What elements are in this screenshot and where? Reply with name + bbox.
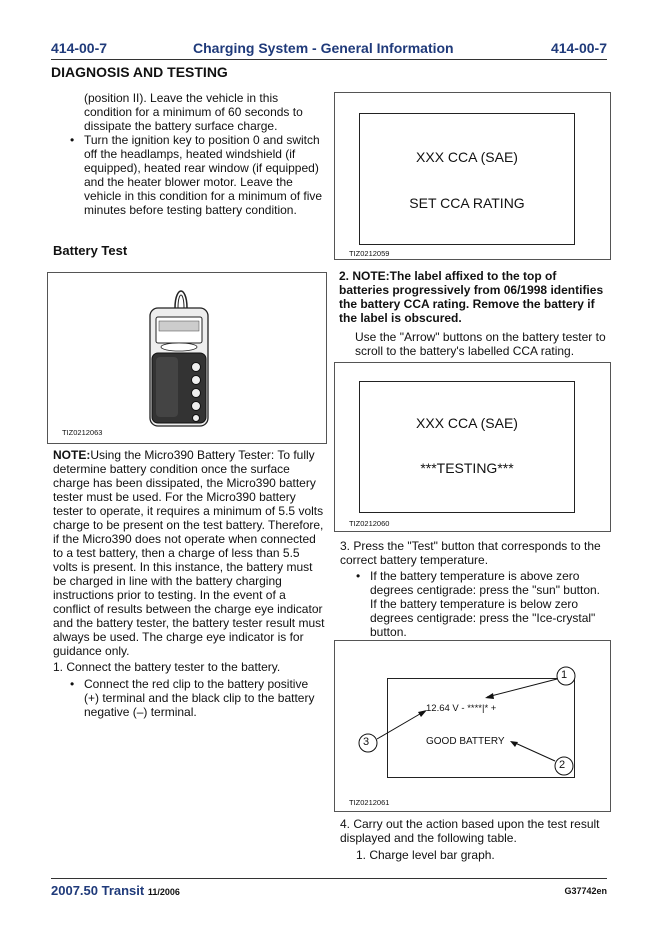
- figure-id: TIZ0212060: [349, 519, 390, 528]
- page-title: Charging System - General Information: [193, 40, 454, 56]
- note-label: NOTE:: [53, 448, 91, 462]
- ignition-bullet: • Turn the ignition key to position 0 and switch off the headlamps, heated windshield (if equipped), heated rear window (if equipped) and the heater blower motor. Leave the vehicle in this condition for a minimum of five minutes before testing battery condition.: [70, 133, 325, 217]
- ignition-bullet-list: [70, 133, 325, 217]
- display-line-2: ***TESTING***: [420, 460, 514, 476]
- step-4-sub: 1. Charge level bar graph.: [356, 848, 495, 862]
- battery-tester-figure: [47, 272, 327, 444]
- result-figure: [334, 640, 611, 812]
- battery-status: GOOD BATTERY: [426, 736, 505, 747]
- tester-display: [359, 381, 575, 513]
- step-4: 4. Carry out the action based upon the test result displayed and the following table.: [340, 817, 600, 845]
- testing-figure: [334, 362, 611, 532]
- figure-id: TIZ0212059: [349, 249, 390, 258]
- display-line-1: XXX CCA (SAE): [416, 149, 518, 165]
- step1-bullet: • Connect the red clip to the battery positive (+) terminal and the black clip to the battery negative (–) terminal.: [70, 677, 325, 719]
- footer-model: [51, 883, 180, 898]
- continuation-text: (position II). Leave the vehicle in this condition for a minimum of 60 seconds to dissipate the battery surface charge.: [84, 91, 303, 133]
- tester-display: [359, 113, 575, 245]
- callout-1: 1: [561, 669, 568, 681]
- page-code-left: 414-00-7: [51, 40, 108, 56]
- footer-code: G37742en: [564, 886, 607, 896]
- battery-tester-icon: [48, 273, 326, 443]
- footer-rule: [51, 878, 607, 879]
- page-code-right: 414-00-7: [550, 40, 607, 56]
- voltage-reading: 12.64 V - ****|* +: [426, 703, 497, 714]
- display-line-2: SET CCA RATING: [409, 195, 525, 211]
- figure-id: TIZ0212063: [62, 428, 103, 437]
- model-date: 11/2006: [147, 887, 180, 897]
- step1-bullet-list: [70, 677, 325, 719]
- step-3: 3. Press the "Test" button that corresponds to the correct battery temperature.: [340, 539, 601, 567]
- display-line-1: XXX CCA (SAE): [416, 415, 518, 431]
- step-1: 1. Connect the battery tester to the battery.: [53, 660, 281, 674]
- section-heading: DIAGNOSIS AND TESTING: [51, 64, 228, 80]
- callout-lines: [335, 641, 610, 811]
- note-paragraph: [53, 448, 325, 658]
- step3-bullet: • If the battery temperature is above zero degrees centigrade: press the "sun" button. If the battery temperature is below zero degrees centigrade: press the "Ice-crystal" button.: [356, 569, 608, 639]
- model-name: 2007.50 Transit: [51, 883, 145, 898]
- step-2-text: Use the "Arrow" buttons on the battery tester to scroll to the battery's labelled CCA rating.: [355, 330, 606, 358]
- cca-rating-figure: [334, 92, 611, 260]
- note-text: Using the Micro390 Battery Tester: To fully determine battery condition once the surface charge has been dissipated, the Micro390 battery tester must be used. For the Micro390 battery tester to operate, it requires a minimum of 5.5 volts charge to be present on the test battery. Therefore, if the Micro390 does not operate when connected to a test battery, then a charge of less than 5.5 volts is present. In this instance, the battery must be charged in line with the battery charging instructions prior to testing. In the event of a conflict of results between the charge eye indicator and the battery tester, the battery tester result must always be used. The charge eye indicator is for guidance only.: [53, 448, 325, 658]
- header-rule: [51, 59, 607, 60]
- callout-3: 3: [363, 736, 370, 748]
- step3-bullet-list: [356, 569, 608, 639]
- battery-test-heading: Battery Test: [53, 243, 128, 258]
- step-2-note: 2. NOTE:The label affixed to the top of batteries progressively from 06/1998 identifies the battery CCA rating. Remove the battery if the label is obscured.: [339, 269, 604, 325]
- figure-id: TIZ0212061: [349, 798, 390, 807]
- callout-2: 2: [559, 759, 566, 771]
